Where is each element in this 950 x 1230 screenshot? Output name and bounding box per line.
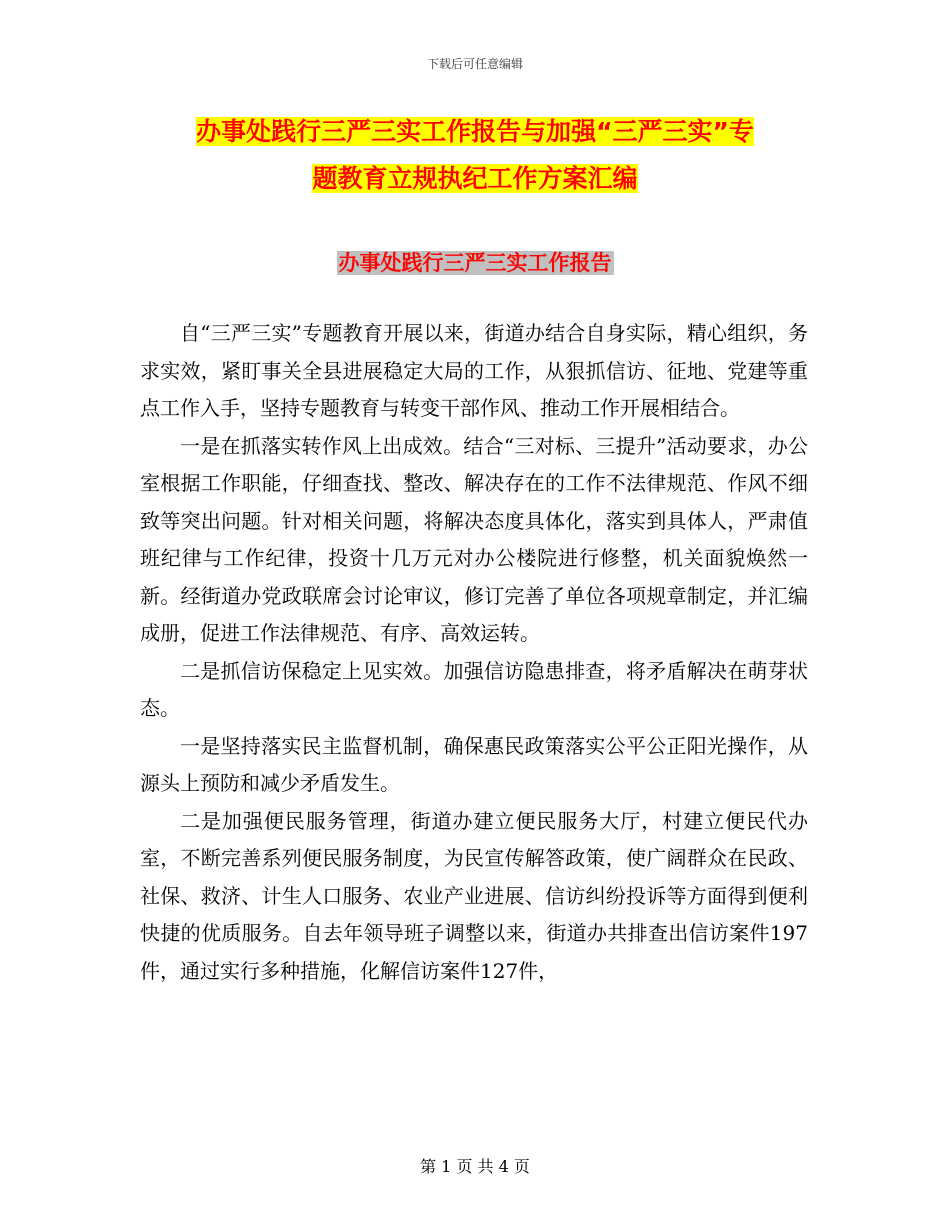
section-title-text: 办事处践行三严三实工作报告: [338, 251, 612, 275]
page-footer: 第 1 页 共 4 页: [420, 1157, 530, 1176]
paragraph-2: 一是在抓落实转作风上出成效。结合“三对标、三提升”活动要求，办公室根据工作职能，仔细查找、整改、解决存在的工作不法律规范、作风不细致等突出问题。针对相关问题，将解决态度具体化，落实到具体人，严肃值班纪律与工作纪律，投资十几万元对办公楼院进行修整，机关面貌焕然一新。经街道办党政联席会讨论审议，修订完善了单位各项规章制定，并汇编成册，促进工作法律规范、有序、高效运转。: [140, 433, 808, 645]
section-title: [0, 246, 950, 280]
paragraph-4: 一是坚持落实民主监督机制，确保惠民政策落实公平公正阳光操作，从源头上预防和减少矛盾发生。: [140, 733, 808, 795]
document-body: [140, 315, 808, 990]
paragraph-3: 二是抓信访保稳定上见实效。加强信访隐患排查，将矛盾解决在萌芽状态。: [140, 658, 808, 720]
document-title: [140, 108, 810, 202]
paragraph-5: 二是加强便民服务管理，街道办建立便民服务大厅，村建立便民代办室，不断完善系列便民服务制度，为民宣传解答政策，使广阔群众在民政、社保、救济、计生人口服务、农业产业进展、信访纠纷投诉等方面得到便利快捷的优质服务。自去年领导班子调整以来，街道办共排查出信访案件197件，通过实行多种措施，化解信访案件127件，: [140, 808, 808, 983]
document-title-line-2: 题教育立规执纪工作方案汇编: [312, 164, 638, 193]
document-title-line-1: 办事处践行三严三实工作报告与加强“三严三实”专: [196, 117, 754, 146]
paragraph-1: 自“三严三实”专题教育开展以来，街道办结合自身实际，精心组织，务求实效，紧盯事关全县进展稳定大局的工作，从狠抓信访、征地、党建等重点工作入手，坚持专题教育与转变干部作风、推动工作开展相结合。: [140, 321, 808, 420]
page-header-note: 下载后可任意编辑: [426, 57, 523, 71]
